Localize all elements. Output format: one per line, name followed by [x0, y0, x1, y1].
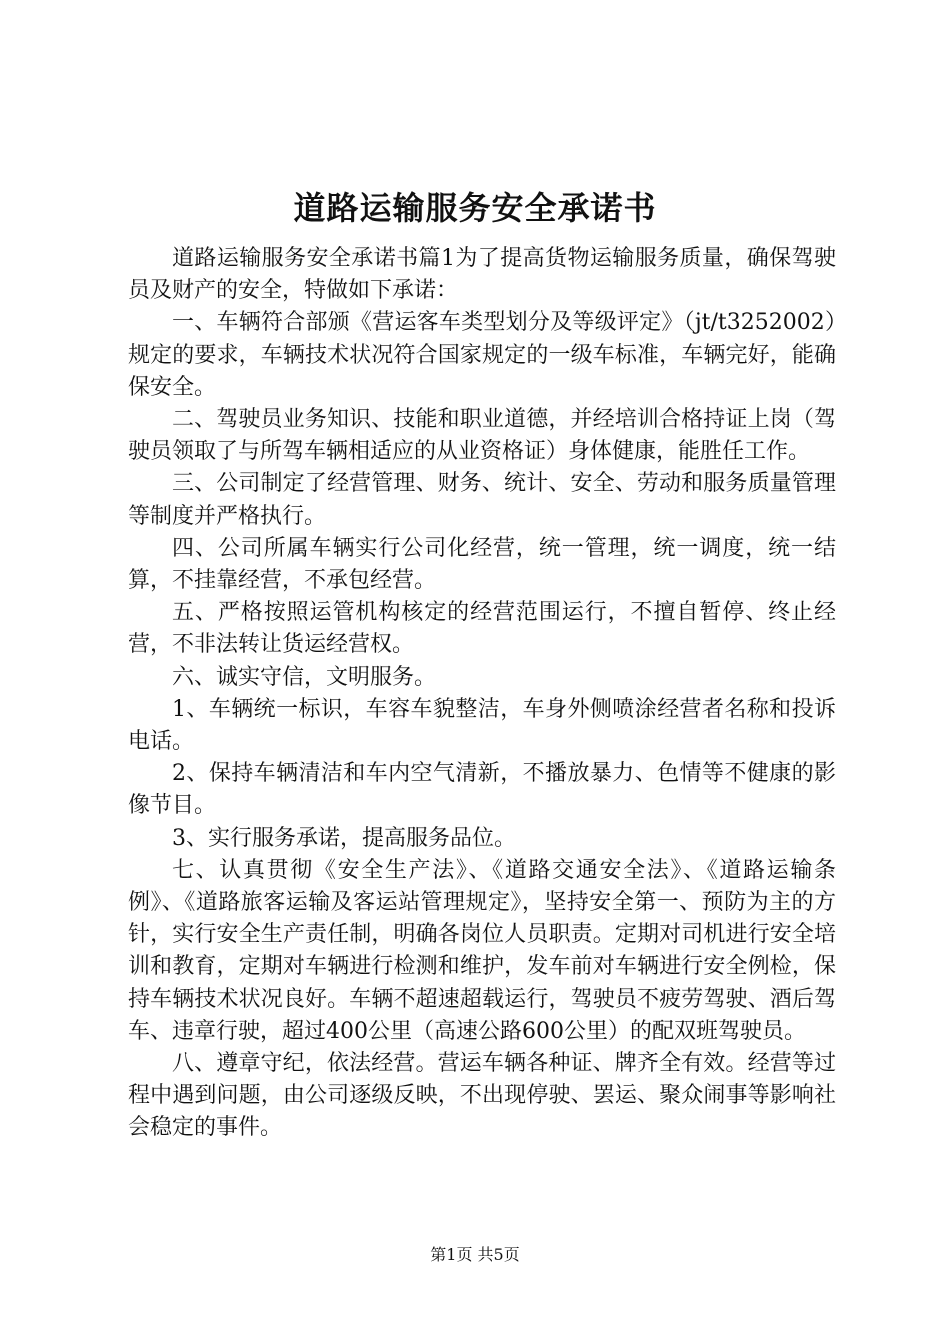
paragraph-intro: 道路运输服务安全承诺书篇1为了提高货物运输服务质量，确保驾驶员及财产的安全，特做如下承诺： [128, 246, 836, 304]
paragraph-item-2: 二、驾驶员业务知识、技能和职业道德，并经培训合格持证上岗（驾驶员领取了与所驾车辆相适应的从业资格证）身体健康，能胜任工作。 [128, 407, 836, 465]
paragraph-item-5: 五、严格按照运管机构核定的经营范围运行，不擅自暂停、终止经营，不非法转让货运经营权。 [128, 600, 836, 658]
paragraph-item-4: 四、公司所属车辆实行公司化经营，统一管理，统一调度，统一结算，不挂靠经营，不承包经营。 [128, 535, 836, 594]
paragraph-subitem-6-2: 2、保持车辆清洁和车内空气清新，不播放暴力、色情等不健康的影像节目。 [128, 761, 836, 819]
paragraph-subitem-6-3: 3、实行服务承诺，提高服务品位。 [172, 825, 516, 851]
document-title: 道路运输服务安全承诺书 [293, 189, 657, 227]
paragraph-subitem-6-1: 1、车辆统一标识，车容车貌整洁，车身外侧喷涂经营者名称和投诉电话。 [128, 696, 836, 755]
page-footer: 第1页 共5页 [430, 1245, 520, 1264]
paragraph-item-6: 六、诚实守信，文明服务。 [172, 664, 437, 690]
paragraph-item-7: 七、认真贯彻《安全生产法》、《道路交通安全法》、《道路运输条例》、《道路旅客运输及客运站管理规定》，坚持安全第一、预防为主的方针，实行安全生产责任制，明确各岗位人员职责。定期对司机进行安全培训和教育，定期对车辆进行检测和维护，发车前对车辆进行安全例检，保持车辆技术状况良好。车辆不超速超载运行，驾驶员不疲劳驾驶、酒后驾车、违章行驶，超过400公里（高速公路600公里）的配双班驾驶员。 [128, 857, 836, 1044]
document-body [128, 243, 836, 1145]
paragraph-item-8: 八、遵章守纪，依法经营。营运车辆各种证、牌齐全有效。经营等过程中遇到问题，由公司逐级反映，不出现停驶、罢运、聚众闹事等影响社会稳定的事件。 [128, 1051, 836, 1141]
paragraph-item-3: 三、公司制定了经营管理、财务、统计、安全、劳动和服务质量管理等制度并严格执行。 [128, 471, 836, 529]
paragraph-item-1: 一、车辆符合部颁《营运客车类型划分及等级评定》（jt/t3252002）规定的要求，车辆技术状况符合国家规定的一级车标准，车辆完好，能确保安全。 [128, 310, 836, 400]
